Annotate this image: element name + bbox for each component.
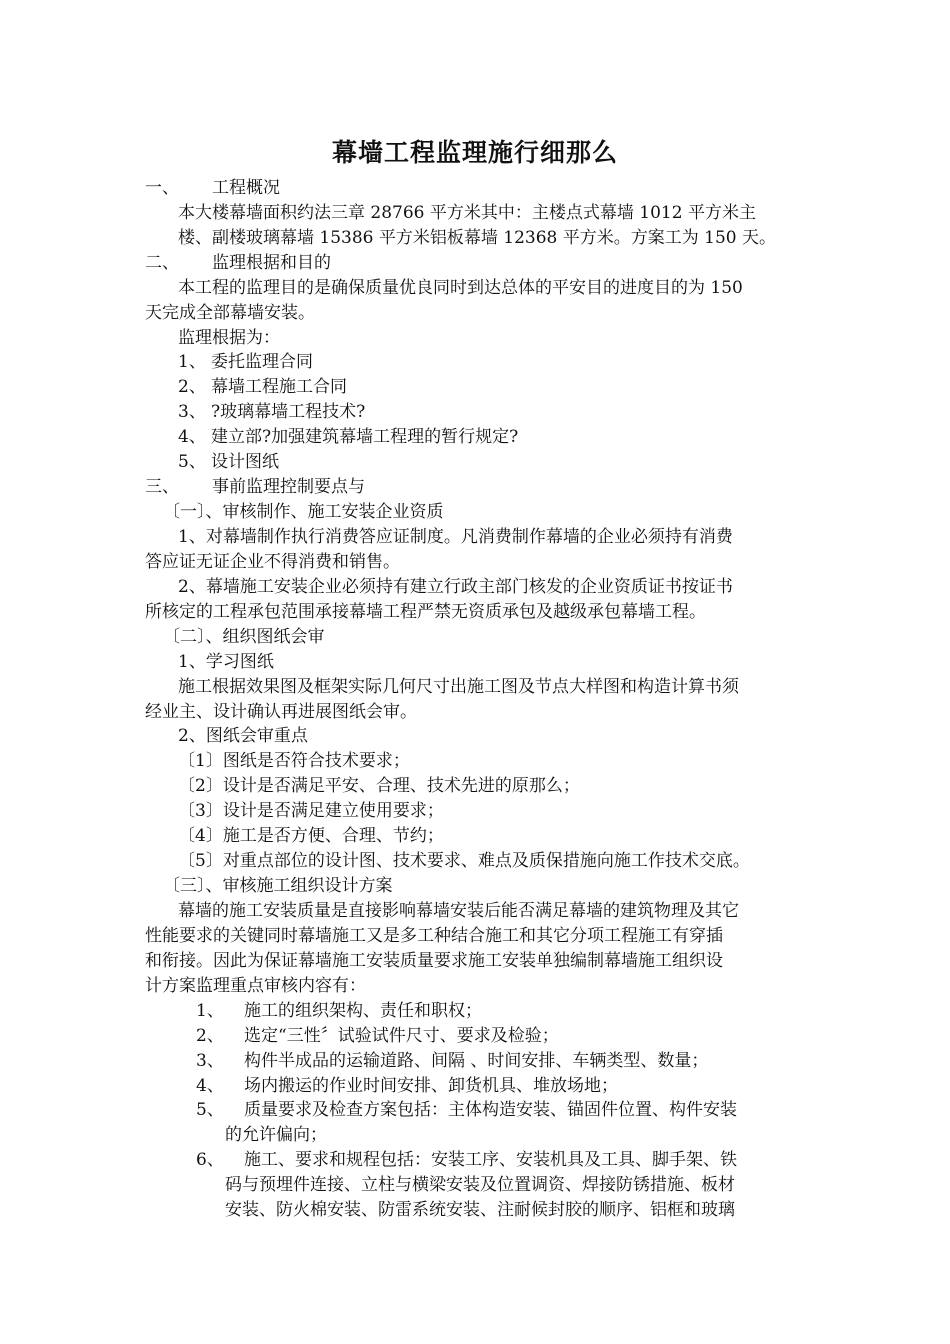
section-number: 二、 xyxy=(145,253,179,273)
paragraph-line: 楼、副楼玻璃幕墙 15386 平方米铝板幕墙 12368 平方米。方案工为 150 天。 xyxy=(178,228,777,248)
item-text: 构件半成品的运输道路、间隔 、时间安排、车辆类型、数量； xyxy=(244,1051,709,1071)
item-number: 1、 xyxy=(178,352,206,372)
section-heading-3 xyxy=(145,475,365,500)
subsection-heading: 〔三〕、审核施工组织设计方案 xyxy=(163,876,393,896)
item-text: 施工、要求和规程包括：安装工序、安装机具及工具、脚手架、铁 xyxy=(244,1150,737,1170)
review-point: 〔2〕设计是否满足平安、合理、技术先进的原那么； xyxy=(178,776,580,796)
paragraph-line: 幕墙的施工安装质量是直接影响幕墙安装后能否满足幕墙的建筑物理及其它 xyxy=(178,901,739,921)
item-heading: 1、学习图纸 xyxy=(178,652,274,672)
item-number: 3、 xyxy=(196,1051,224,1071)
item-number: 6、 xyxy=(196,1150,224,1170)
item-text: 委托监理合同 xyxy=(211,352,313,372)
paragraph-line: 施工根据效果图及框架实际几何尺寸出施工图及节点大样图和构造计算书须 xyxy=(178,677,739,697)
section-heading-1 xyxy=(145,176,280,201)
item-number: 5、 xyxy=(196,1100,224,1120)
document-title: 幕墙工程监理施行细那么 xyxy=(331,138,618,167)
paragraph-line: 计方案监理重点审核内容有： xyxy=(145,976,366,996)
subsection-heading: 〔二〕、组织图纸会审 xyxy=(163,627,325,647)
item-number: 4、 xyxy=(196,1076,224,1096)
item-number: 5、 xyxy=(178,452,206,472)
item-text: 设计图纸 xyxy=(211,452,279,472)
paragraph-line: 本工程的监理目的是确保质量优良同时到达总体的平安目的进度目的为 150 xyxy=(178,278,743,298)
review-point: 〔3〕设计是否满足建立使用要求； xyxy=(178,801,444,821)
audit-item-continuation: 的允许偏向； xyxy=(225,1125,327,1145)
paragraph-line: 性能要求的关键同时幕墙施工又是多工种结合施工和其它分项工程施工有穿插 xyxy=(145,926,723,946)
audit-item-continuation: 安装、防火棉安装、防雷系统安装、注耐候封胶的顺序、铝框和玻璃 xyxy=(225,1200,735,1220)
review-point: 〔1〕图纸是否符合技术要求； xyxy=(178,751,410,771)
review-point: 〔5〕对重点部位的设计图、技术要求、难点及质保措施向施工作技术交底。 xyxy=(178,851,750,871)
paragraph-line: 经业主、设计确认再进展图纸会审。 xyxy=(145,702,417,722)
paragraph-line: 所核定的工程承包范围承接幕墙工程严禁无资质承包及越级承包幕墙工程。 xyxy=(145,602,706,622)
audit-item xyxy=(196,1074,618,1099)
section-number: 三、 xyxy=(145,477,179,497)
audit-item xyxy=(196,1098,737,1123)
item-number: 1、 xyxy=(196,1001,224,1021)
audit-item-continuation: 码与预埋件连接、立柱与横梁安装及位置调资、焊接防锈措施、板材 xyxy=(225,1175,735,1195)
basis-item xyxy=(178,425,518,450)
paragraph-line: 和衔接。因此为保证幕墙施工安装质量要求施工安装单独编制幕墙施工组织设 xyxy=(145,951,723,971)
section-title: 监理根据和目的 xyxy=(212,253,331,273)
basis-intro: 监理根据为： xyxy=(178,328,280,348)
paragraph-line: 答应证无证企业不得消费和销售。 xyxy=(145,552,400,572)
item-text: 施工的组织架构、责任和职权； xyxy=(244,1001,482,1021)
section-title: 事前监理控制要点与 xyxy=(212,477,365,497)
review-point: 〔4〕施工是否方便、合理、节约； xyxy=(178,826,444,846)
audit-item xyxy=(196,1148,737,1173)
basis-item xyxy=(178,450,279,475)
section-heading-2 xyxy=(145,251,331,276)
item-number: 2、 xyxy=(196,1026,224,1046)
paragraph-line: 2、幕墙施工安装企业必须持有建立行政主部门核发的企业资质证书按证书 xyxy=(178,577,733,597)
paragraph-line: 1、对幕墙制作执行消费答应证制度。凡消费制作幕墙的企业必须持有消费 xyxy=(178,527,733,547)
item-number: 3、 xyxy=(178,402,206,422)
basis-item xyxy=(178,350,313,375)
item-number: 2、 xyxy=(178,377,206,397)
audit-item xyxy=(196,1024,559,1049)
section-number: 一、 xyxy=(145,178,179,198)
item-text: 场内搬运的作业时间安排、卸货机具、堆放场地； xyxy=(244,1076,618,1096)
subsection-heading: 〔一〕、审核制作、施工安装企业资质 xyxy=(163,502,444,522)
item-text: 质量要求及检查方案包括：主体构造安装、锚固件位置、构件安装 xyxy=(244,1100,737,1120)
item-number: 4、 xyxy=(178,427,206,447)
paragraph-line: 天完成全部幕墙安装。 xyxy=(145,303,315,323)
paragraph-line: 本大楼幕墙面积约法三章 28766 平方米其中：主楼点式幕墙 1012 平方米主 xyxy=(178,203,756,223)
section-title: 工程概况 xyxy=(212,178,280,198)
item-text: 建立部?加强建筑幕墙工程理的暂行规定? xyxy=(211,427,519,447)
item-text: 选定“三性〞试验试件尺寸、要求及检验； xyxy=(244,1026,559,1046)
basis-item xyxy=(178,375,347,400)
item-heading: 2、图纸会审重点 xyxy=(178,726,308,746)
audit-item xyxy=(196,999,482,1024)
audit-item xyxy=(196,1049,708,1074)
item-text: ?玻璃幕墙工程技术? xyxy=(211,402,366,422)
basis-item xyxy=(178,400,365,425)
item-text: 幕墙工程施工合同 xyxy=(211,377,347,397)
